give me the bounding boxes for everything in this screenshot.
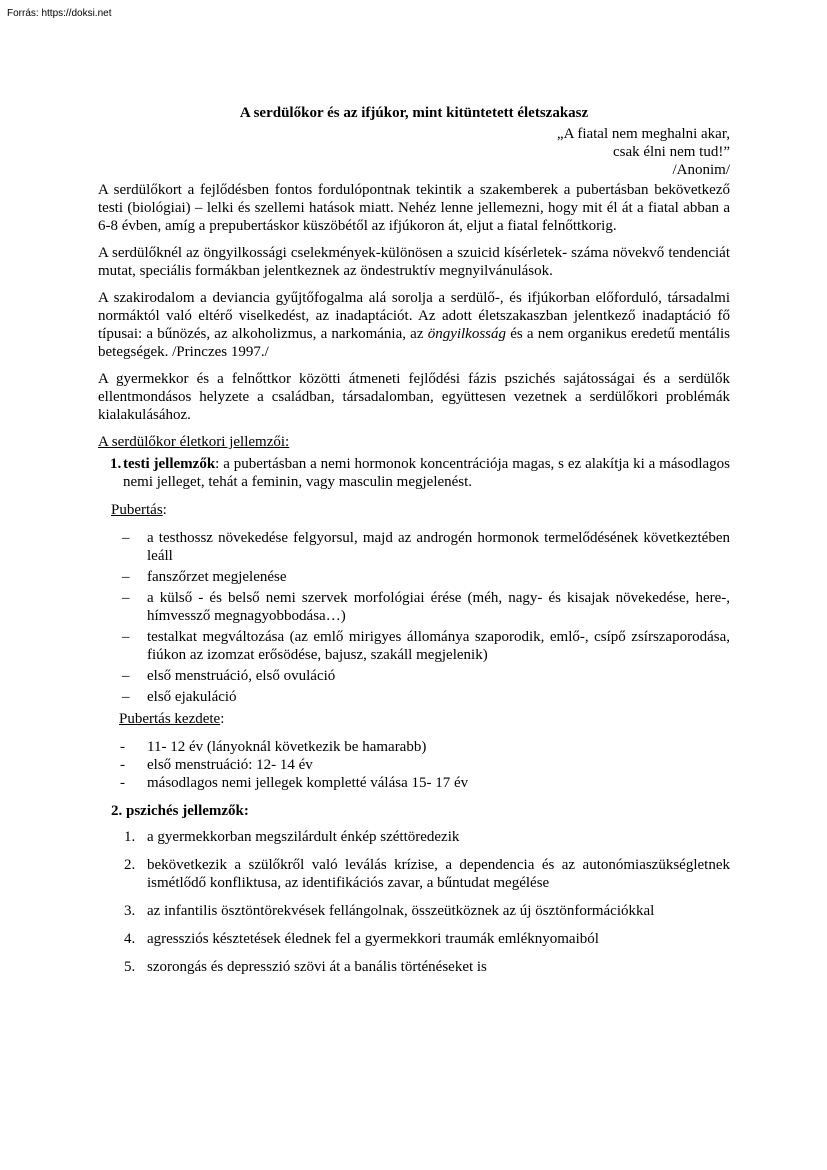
section-1-intro [98, 455, 730, 491]
list-item [98, 568, 730, 586]
dash-marker: – [122, 668, 130, 684]
section-heading: A serdülőkor életkori jellemzői: [98, 434, 290, 450]
item-number: 2. [124, 857, 136, 873]
list-item [98, 930, 730, 948]
puberty-onset-heading [119, 710, 730, 728]
list-item [98, 688, 730, 706]
paragraph-3-emphasis: öngyilkosság [427, 326, 507, 342]
item-number: 3. [124, 903, 136, 919]
list-item [98, 828, 730, 846]
list-item [98, 667, 730, 685]
paragraph-3-part-b: és a nem organikus eredetű mentális betegségek. /Princzes 1997./ [98, 326, 730, 360]
list-item-text: 11- 12 év (lányoknál következik be hamarabb) [147, 739, 427, 755]
section-1-number: 1. [110, 456, 122, 472]
list-item [98, 958, 730, 976]
puberty-onset-heading-text: Pubertás kezdete [119, 711, 221, 727]
list-item-text: szorongás és depresszió szövi át a banális történéseket is [147, 959, 487, 975]
list-item [98, 902, 730, 920]
dash-marker: – [122, 569, 130, 585]
page-title: A serdülőkor és az ifjúkor, mint kitüntetett életszakasz [239, 105, 589, 121]
psychic-traits-list [98, 828, 730, 976]
list-item [98, 628, 730, 664]
section-2-heading: 2. pszichés jellemzők: [111, 803, 249, 819]
quote-line-1: „A fiatal nem meghalni akar, [556, 126, 730, 142]
puberty-heading [111, 501, 730, 519]
puberty-onset-colon: : [220, 711, 225, 727]
puberty-onset-list [98, 738, 730, 792]
list-item-text: a gyermekkorban megszilárdult énkép széttöredezik [147, 829, 460, 845]
list-item-text: első ejakuláció [147, 689, 237, 705]
paragraph-2: A serdülőknél az öngyilkossági cselekmények-különösen a szuicid kísérletek- száma növekvő tendenciát mutat, speciális formákban jelentkeznek az öndestruktív megnyilvánulások. [98, 245, 730, 279]
puberty-heading-text: Pubertás [111, 502, 163, 518]
list-item-text: bekövetkezik a szülőkről való leválás krízise, a dependencia és az autonómiaszükségletnek ismétlődő konfliktusa, az identifikációs zavar, a bűntudat megélése [147, 857, 730, 891]
list-item-text: első menstruáció, első ovuláció [147, 668, 336, 684]
item-number: 4. [124, 931, 136, 947]
section-1-text: : a pubertásban a nemi hormonok koncentrációja magas, s ez alakítja ki a másodlagos nemi jelleget, tehát a feminin, vagy masculin megjelenést. [123, 456, 730, 490]
quote-line-2: csak élni nem tud!” [612, 144, 730, 160]
dash-marker: – [122, 629, 130, 645]
quote-author: /Anonim/ [672, 162, 730, 178]
list-item [98, 756, 730, 774]
section-1-label: testi jellemzők [123, 456, 216, 472]
list-item-text: a külső - és belső nemi szervek morfológiai érése (méh, nagy- és kisajak növekedése, here-, hímvessző megnagyobbodása…) [147, 590, 730, 624]
dash-marker: – [122, 590, 130, 606]
list-item [98, 738, 730, 756]
list-item-text: első menstruáció: 12- 14 év [147, 757, 313, 773]
hyphen-marker: - [120, 757, 125, 773]
dash-marker: – [122, 689, 130, 705]
puberty-list [98, 529, 730, 706]
puberty-heading-colon: : [162, 502, 167, 518]
dash-marker: – [122, 530, 130, 546]
paragraph-1: A serdülőkort a fejlődésben fontos fordulópontnak tekintik a szakemberek a pubertásban bekövetkező testi (biológiai) – lelki és szellemi hatások miatt. Nehéz lenne jellemezni, hogy mit él át a fiatal abban a 6-8 évben, amíg a prepubertáskor küszöbétől az ifjúkoron át, eljut a fiatal felnőttkorig. [98, 182, 730, 234]
paragraph-3-part-a: A szakirodalom a deviancia gyűjtőfogalma alá sorolja a serdülő-, és ifjúkorban előforduló, társadalmi normáktól való eltérő viselkedést, az inadaptációt. Az adott életszakaszban jelentkező inadaptáció fő típusai: a bűnözés, az alkoholizmus, a narkománia, az [98, 290, 730, 342]
list-item [98, 774, 730, 792]
list-item-text: másodlagos nemi jellegek kompletté válása 15- 17 év [147, 775, 469, 791]
paragraph-4: A gyermekkor és a felnőttkor közötti átmeneti fejlődési fázis pszichés sajátosságai és a serdülők ellentmondásos helyzete a családban, társadalomban, együttesen vezetnek a serdülőkori problémák kialakulásához. [98, 371, 730, 423]
paragraph-3 [98, 289, 730, 361]
document-body [98, 104, 730, 986]
list-item-text: a testhossz növekedése felgyorsul, majd az androgén hormonok termelődésének következtében leáll [147, 530, 730, 564]
list-item [98, 856, 730, 892]
epigraph-quote [98, 125, 730, 179]
item-number: 5. [124, 959, 136, 975]
list-item [98, 529, 730, 565]
hyphen-marker: - [120, 775, 125, 791]
list-item-text: testalkat megváltozása (az emlő mirigyes állománya szaporodik, emlő-, csípő zsírszaporodása, fiúkon az izomzat erősödése, bajusz, szakáll megjelenik) [147, 629, 730, 663]
list-item-text: fanszőrzet megjelenése [147, 569, 287, 585]
list-item-text: agressziós késztetések élednek fel a gyermekkori traumák emléknyomaiból [147, 931, 599, 947]
hyphen-marker: - [120, 739, 125, 755]
list-item-text: az infantilis ösztöntörekvések fellángolnak, összeütköznek az új ösztönformációkkal [147, 903, 655, 919]
item-number: 1. [124, 829, 136, 845]
list-item [98, 589, 730, 625]
source-label: Forrás: https://doksi.net [7, 8, 112, 19]
